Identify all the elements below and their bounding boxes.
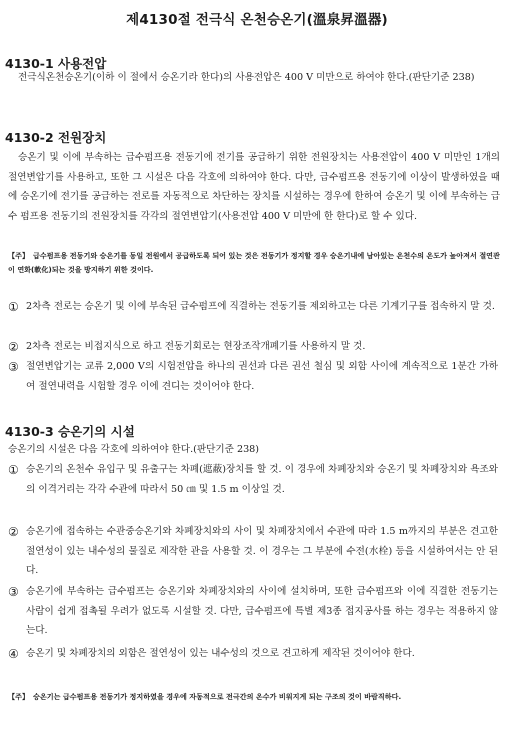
- item-number: ③: [8, 360, 19, 374]
- note-text: 급수펌프용 전동기와 승온기를 동일 전원에서 공급하도록 되어 있는 것은 전동기가 정지할 경우 승온기내에 남아있는 온천수의 온도가 높아져서 절연관이 연화(軟化)되는 것을 방지하기 위한 것이다.: [8, 251, 500, 274]
- item-text: 승온기 및 차폐장치의 외함은 절연성이 있는 내수성의 것으로 견고하게 제작된 것이어야 한다.: [26, 648, 415, 659]
- note-tag: 【주】: [8, 692, 30, 701]
- item-text: 승온기에 접속하는 수관중승온기와 차폐장치와의 사이 및 차폐장치에서 수관에 따라 1.5 m까지의 부분은 견고한 절연성이 있는 내수성의 물질로 제작한 관을 사용할 것. 이 경우는 그 부분에 수전(水栓) 등을 시설하여서는 안 된다.: [26, 526, 498, 577]
- item-number: ①: [8, 463, 19, 477]
- item-text: 절연변압기는 교류 2,000 V의 시험전압을 하나의 권선과 다른 권선 철심 및 외함 사이에 계속적으로 1분간 가하여 절연내력을 시험할 경우 이에 견디는 것이어야 한다.: [26, 361, 498, 392]
- item-number: ③: [8, 585, 19, 599]
- list-item-install-2: [8, 522, 498, 581]
- note-tag: 【주】: [8, 251, 30, 260]
- note-text: 승온기는 급수펌프용 전동기가 정지하였을 경우에 자동적으로 전극간의 온수가 비워지게 되는 구조의 것이 바람직하다.: [33, 692, 402, 701]
- item-number: ④: [8, 647, 19, 661]
- item-text: 승온기에 부속하는 급수펌프는 승온기와 차폐장치와의 사이에 설치하며, 또한 급수펌프와 이에 직결한 전동기는 사람이 쉽게 접촉될 우려가 없도록 시설할 것. 다만, 급수펌프에 특별 제3종 접지공사를 하는 경우는 적용하지 않는다.: [26, 586, 498, 637]
- list-item-install-1: [8, 460, 498, 499]
- paragraph-voltage: 전극식온천승온기(이하 이 절에서 승온기라 한다)의 사용전압은 400 V 미만으로 하여야 한다.(판단기준 238): [18, 72, 475, 83]
- item-number: ②: [8, 525, 19, 539]
- section-title: 제4130절 전극식 온천승온기(溫泉昇溫器): [126, 12, 388, 28]
- list-item-install-4: [8, 644, 498, 664]
- item-text: 2차측 전로는 비접지식으로 하고 전동기회로는 현장조작개폐기를 사용하지 말 것.: [26, 341, 366, 352]
- list-item-power-2: [8, 337, 498, 357]
- heading-4130-3: 4130-3 승온기의 시설: [5, 424, 135, 439]
- heading-4130-1: 4130-1 사용전압: [5, 56, 107, 71]
- item-number: ②: [8, 340, 19, 354]
- list-item-power-1: [8, 297, 498, 317]
- item-text: 승온기의 온천수 유입구 및 유출구는 차폐(遮蔽)장치를 할 것. 이 경우에 차폐장치와 승온기 및 차폐장치와 욕조와의 이격거리는 각각 수관에 따라서 50 ㎝ 및 1.5 m 이상일 것.: [26, 464, 498, 495]
- list-item-install-3: [8, 582, 498, 641]
- item-number: ①: [8, 300, 19, 314]
- paragraph-installation: 승온기의 시설은 다음 각호에 의하여야 한다.(판단기준 238): [8, 444, 260, 455]
- note-installation: [8, 690, 500, 704]
- note-power-supply: [8, 249, 500, 277]
- list-item-power-3: [8, 357, 498, 396]
- item-text: 2차측 전로는 승온기 및 이에 부속된 급수펌프에 직결하는 전동기를 제외하고는 다른 기계기구를 접속하지 말 것.: [26, 301, 495, 312]
- paragraph-power-supply: 승온기 및 이에 부속하는 급수펌프용 전동기에 전기를 공급하기 위한 전원장치는 사용전압이 400 V 미만인 1개의 절연변압기를 사용하고, 또한 그 시설은 다음 각호에 의하여야 한다. 다만, 급수펌프용 전동기에 이상이 발생하였을 때에 승온기에 전기를 공급하는 전로를 자동적으로 차단하는 장치를 시설하는 경우에 한하여 승온기 및 이에 부속하는 급수 펌프용 전동기의 전원장치를 각각의 절연변압기(사용전압 400 V 미만에 한 한다)로 할 수 있다.: [8, 152, 500, 222]
- heading-4130-2: 4130-2 전원장치: [5, 130, 107, 145]
